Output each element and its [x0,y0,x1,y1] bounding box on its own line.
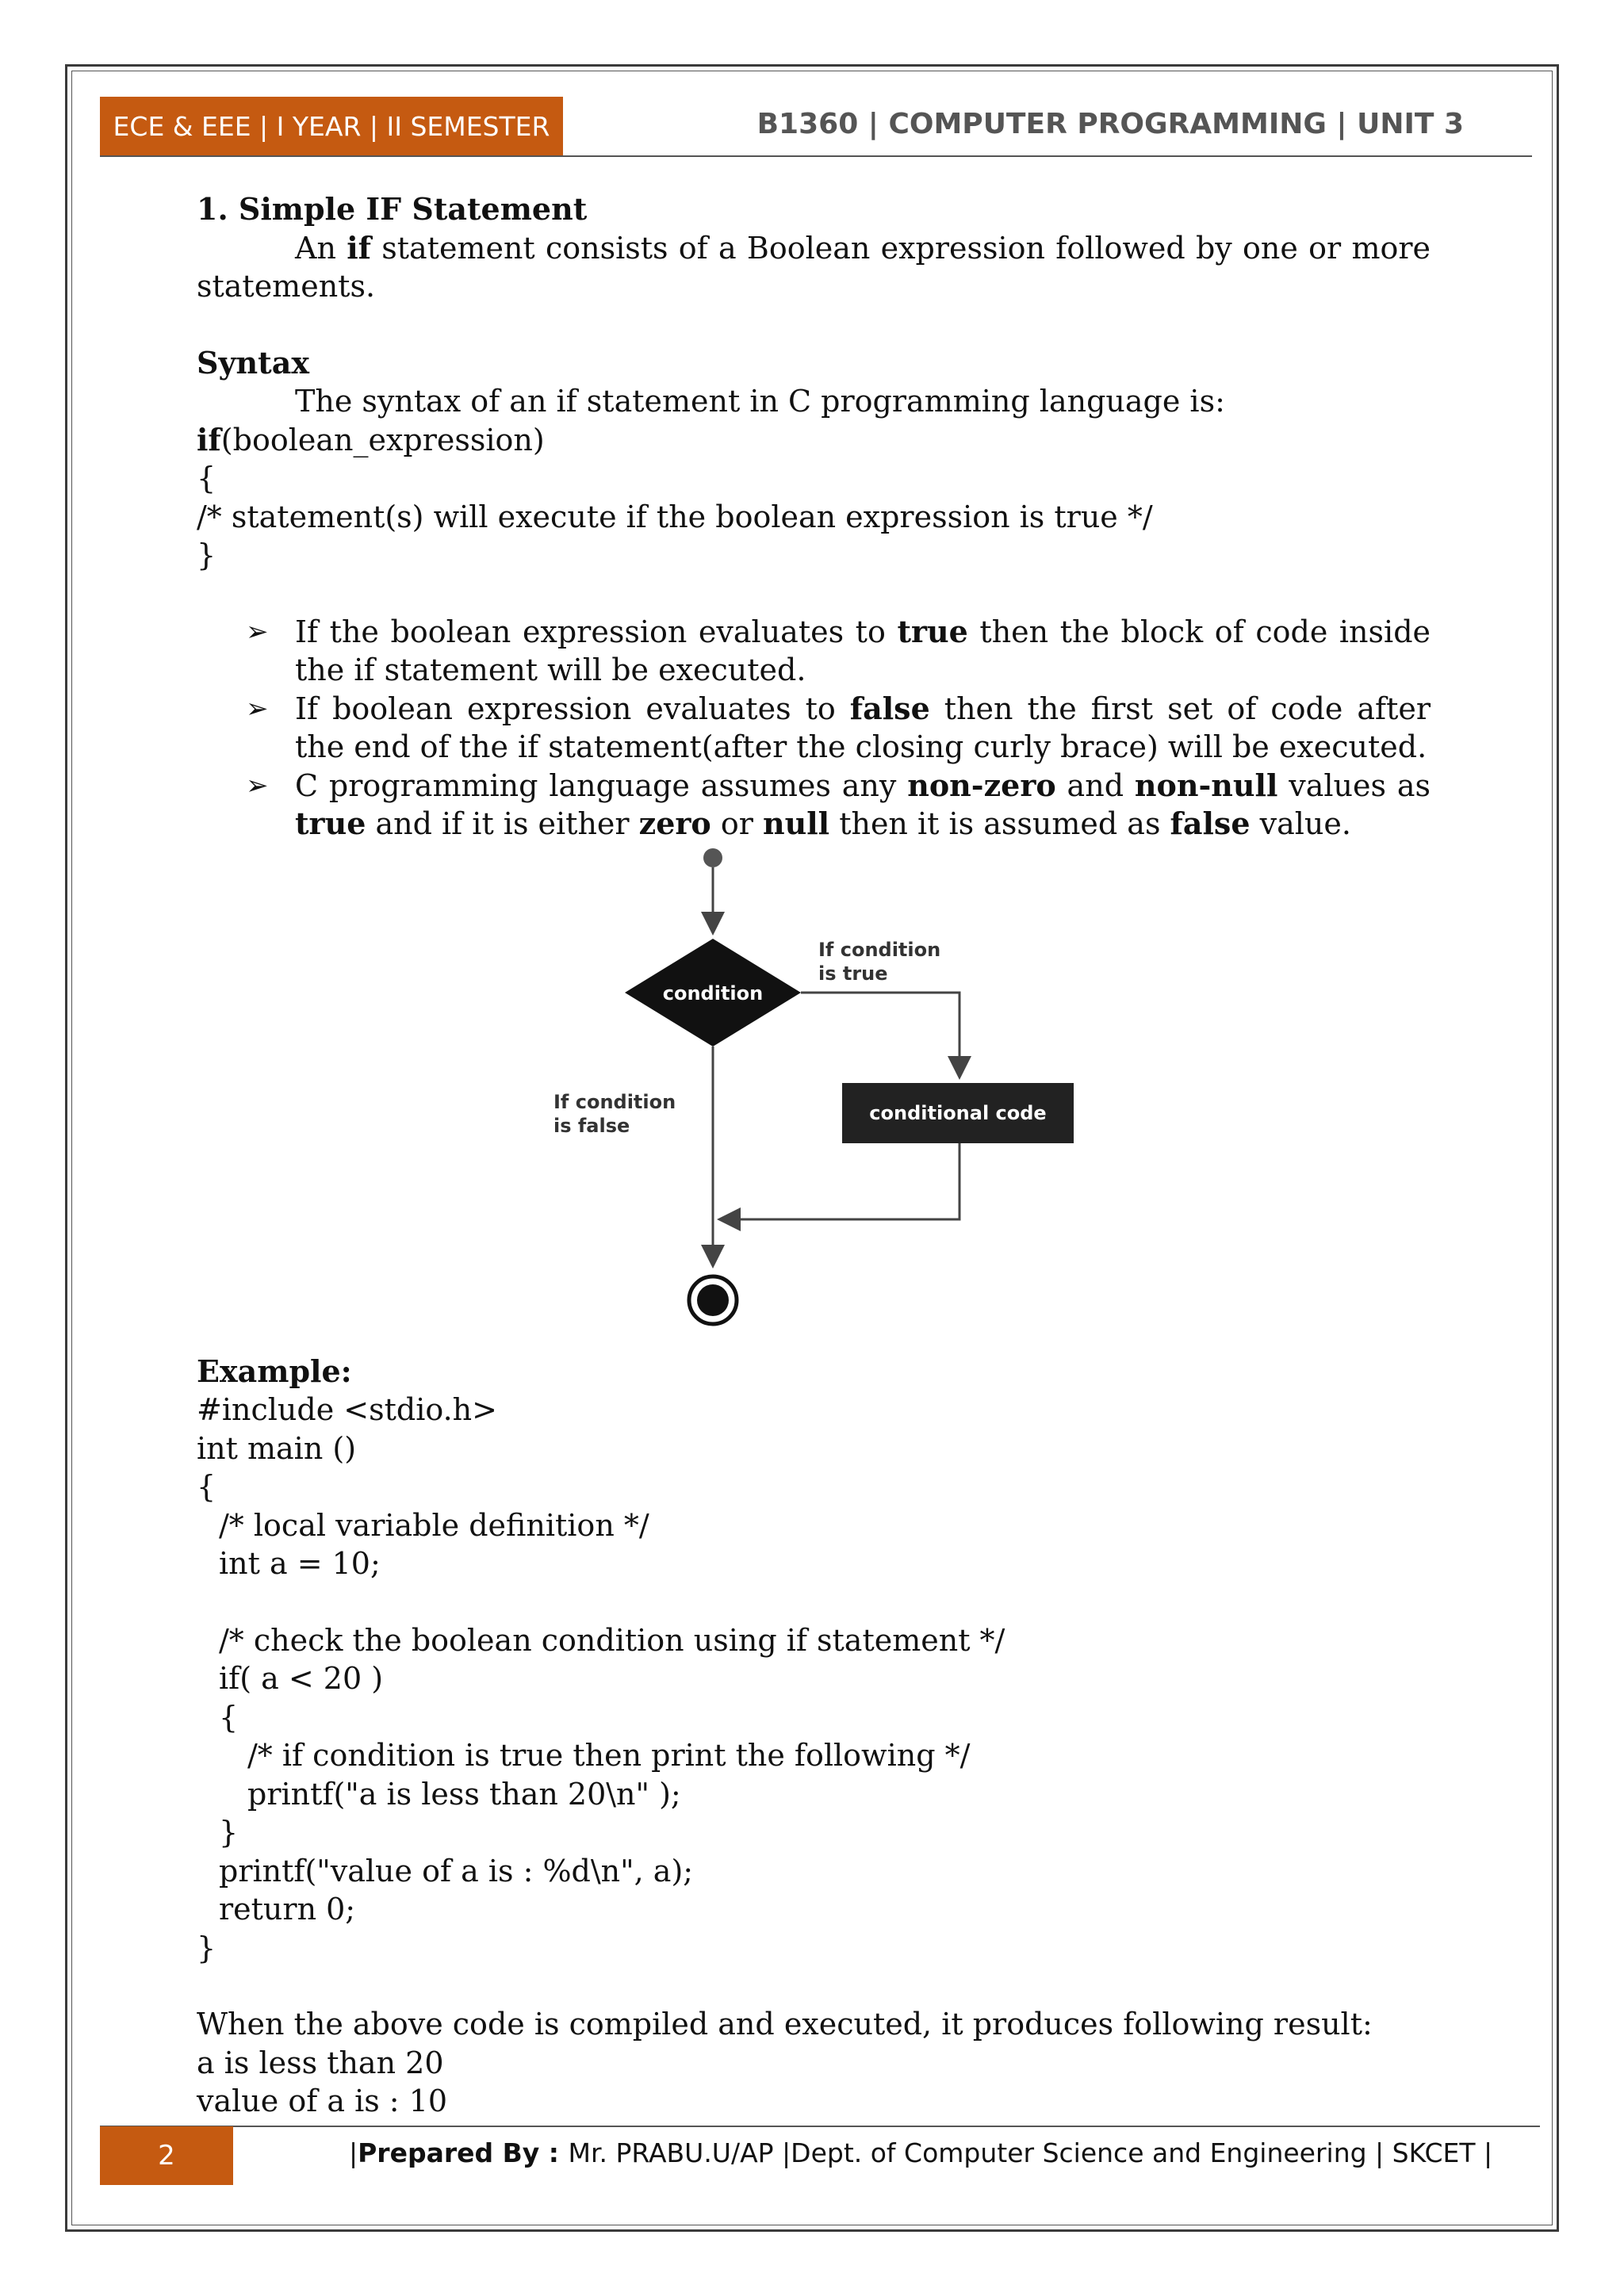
code-line: printf("value of a is : %d\n", a); [219,1853,694,1888]
code-line: #include <stdio.h> [197,1392,497,1427]
header-course-label: ECE & EEE | I YEAR | II SEMESTER [100,97,563,155]
result-line-2: value of a is : 10 [197,2084,448,2118]
footer-credits [349,2137,1492,2168]
end-node-core [697,1284,729,1316]
code-line: printf("a is less than 20\n" ); [247,1776,681,1812]
example-heading: Example: [197,1353,352,1389]
arrow-bullet-icon: ➢ [246,615,269,648]
result-intro: When the above code is compiled and executed, it produces following result: [197,2007,1373,2042]
intro-keyword: if [347,229,371,266]
arrow-bullet-icon: ➢ [246,769,269,802]
true-label-line-1: If condition [818,939,941,961]
code-line: return 0; [219,1892,356,1927]
intro-text-rest: statement consists of a Boolean expression followed by one or more statements. [197,230,1431,304]
if-flowchart [539,845,1094,1329]
bullet-item: ➢ C programming language assumes any non-zero and non-null values as true and if it is either zero or null then it is assumed as false value. [246,767,1431,841]
intro-text: An [295,230,347,266]
code-line: } [219,1815,239,1850]
syntax-keyword: if [197,421,221,457]
condition-label: condition [662,982,764,1004]
code-line: { [197,1469,216,1504]
code-line: /* check the boolean condition using if statement */ [219,1622,1005,1658]
syntax-heading: Syntax [197,344,309,381]
code-line: { [219,1699,239,1735]
syntax-line-4: } [197,538,216,572]
false-label-line-1: If condition [553,1091,676,1113]
start-node-icon [703,848,722,867]
bullet-item: ➢ If boolean expression evaluates to false then the first set of code after the end of the if statement(after the closing curly brace) will be executed. [246,690,1431,764]
conditional-code-label: conditional code [869,1102,1047,1124]
footer-divider [100,2126,1540,2127]
code-line: /* if condition is true then print the following */ [247,1738,971,1773]
header-divider [100,155,1532,157]
footer-separator: | [349,2137,358,2168]
result-line-1: a is less than 20 [197,2045,444,2080]
true-label-line-2: is true [818,962,888,985]
page-number: 2 [100,2126,233,2185]
syntax-line-3: /* statement(s) will execute if the boolean expression is true */ [197,499,1153,534]
bullet-item: ➢ If the boolean expression evaluates to true then the block of code inside the if statement will be executed. [246,613,1431,687]
code-line: /* local variable definition */ [219,1507,649,1543]
false-label-line-2: is false [553,1115,630,1137]
footer-prepared-text: Mr. PRABU.U/AP |Dept. of Computer Science and Engineering | SKCET | [568,2137,1493,2168]
section-title: 1. Simple IF Statement [197,191,588,227]
syntax-desc: The syntax of an if statement in C programming language is: [295,384,1225,419]
code-line: int main () [197,1430,357,1466]
header-title: B1360 | COMPUTER PROGRAMMING | UNIT 3 [756,108,1464,140]
flow-arrow [722,1143,959,1219]
section-intro [197,229,1431,306]
syntax-line-1 [197,421,1431,460]
syntax-expression: (boolean_expression) [220,422,545,457]
flow-arrow [801,993,959,1075]
code-line: } [197,1930,216,1965]
code-line: if( a < 20 ) [219,1661,384,1696]
bullet-list [246,613,1431,844]
syntax-line-2: { [197,461,216,496]
arrow-bullet-icon: ➢ [246,692,269,725]
code-line: int a = 10; [219,1546,381,1581]
footer-prepared-label: Prepared By : [358,2137,569,2168]
